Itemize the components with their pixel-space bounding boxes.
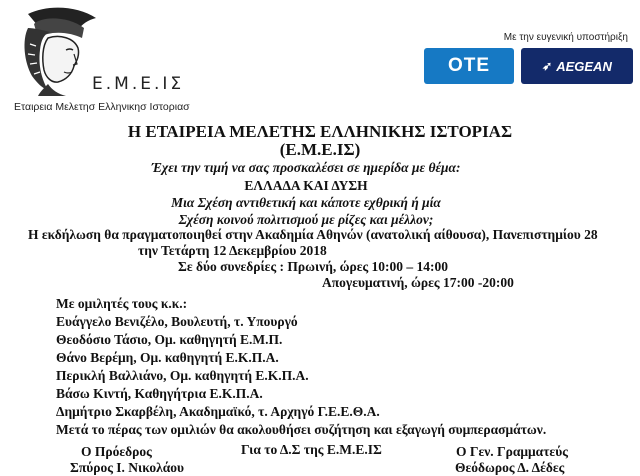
logo-subtitle: Εταιρεια Μελετησ Ελληνικησ Ιστοριασ <box>14 101 190 113</box>
society-logo <box>8 4 208 124</box>
president-title: Ο Πρόεδρος <box>81 444 152 459</box>
title-line-2: (Ε.Μ.Ε.ΙΣ) <box>279 140 361 159</box>
theme-title: ΕΛΛΑΔΑ ΚΑΙ ΔΥΣΗ <box>244 178 368 193</box>
speaker-item: Θεοδόσιο Τάσιο, Ομ. καθηγητή Ε.Μ.Π. <box>56 332 283 347</box>
secretary-name: Θεόδωρος Δ. Δέδες <box>455 460 565 475</box>
aegean-logo-text: AEGEAN <box>556 58 612 74</box>
speaker-item: Ευάγγελο Βενιζέλο, Βουλευτή, τ. Υπουργό <box>56 314 298 329</box>
aegean-logo <box>521 48 633 84</box>
logo-title: Ε.Μ.Ε.ΙΣ <box>92 74 185 94</box>
speaker-item: Βάσω Κιντή, Καθηγήτρια Ε.Κ.Π.Α. <box>56 386 263 401</box>
president-name: Σπύρος Ι. Νικολάου <box>70 460 184 475</box>
secretary-title: Ο Γεν. Γραμματεύς <box>456 444 568 459</box>
aegean-bird-icon: ➶ <box>542 59 553 73</box>
date-line: την Τετάρτη 12 Δεκεμβρίου 2018 <box>138 243 327 258</box>
sessions-afternoon: Απογευματινή, ώρες 17:00 -20:00 <box>322 275 514 290</box>
venue-line: Η εκδήλωση θα πραγματοποιηθεί στην Ακαδημία Αθηνών (ανατολική αίθουσα), Πανεπιστημίου 28 <box>28 227 598 242</box>
subtheme-line-1: Μια Σχέση αντιθετική και κάποτε εχθρική ή μία <box>171 195 441 210</box>
speakers-intro: Με ομιλητές τους κ.κ.: <box>56 296 188 311</box>
speaker-item: Περικλή Βαλλιάνο, Ομ. καθηγητή Ε.Κ.Π.Α. <box>56 368 309 383</box>
signoff-line: Για το Δ.Σ της Ε.Μ.Ε.ΙΣ <box>241 442 382 457</box>
closing-line: Μετά το πέρας των ομιλιών θα ακολουθήσει συζήτηση και εξαγωγή συμπερασμάτων. <box>56 422 547 437</box>
speaker-item: Δημήτριο Σκαρβέλη, Ακαδημαϊκό, τ. Αρχηγό Γ.Ε.Ε.Θ.Α. <box>56 404 380 419</box>
invitation-line: Έχει την τιμή να σας προσκαλέσει σε ημερίδα με θέμα: <box>151 160 461 175</box>
ote-logo-text: ΟΤΕ <box>447 55 491 76</box>
title-line-1: Η ΕΤΑΙΡΕΙΑ ΜΕΛΕΤΗΣ ΕΛΛΗΝΙΚΗΣ ΙΣΤΟΡΙΑΣ <box>127 122 513 141</box>
speaker-item: Θάνο Βερέμη, Ομ. καθηγητή Ε.Κ.Π.Α. <box>56 350 279 365</box>
ote-logo <box>424 48 514 84</box>
subtheme-line-2: Σχέση κοινού πολιτισμού με ρίζες και μέλλον; <box>178 212 434 227</box>
sponsors-caption: Με την ευγενική υποστήριξη <box>503 32 628 43</box>
sessions-morning: Σε δύο συνεδρίες : Πρωινή, ώρες 10:00 – 14:00 <box>178 259 449 274</box>
